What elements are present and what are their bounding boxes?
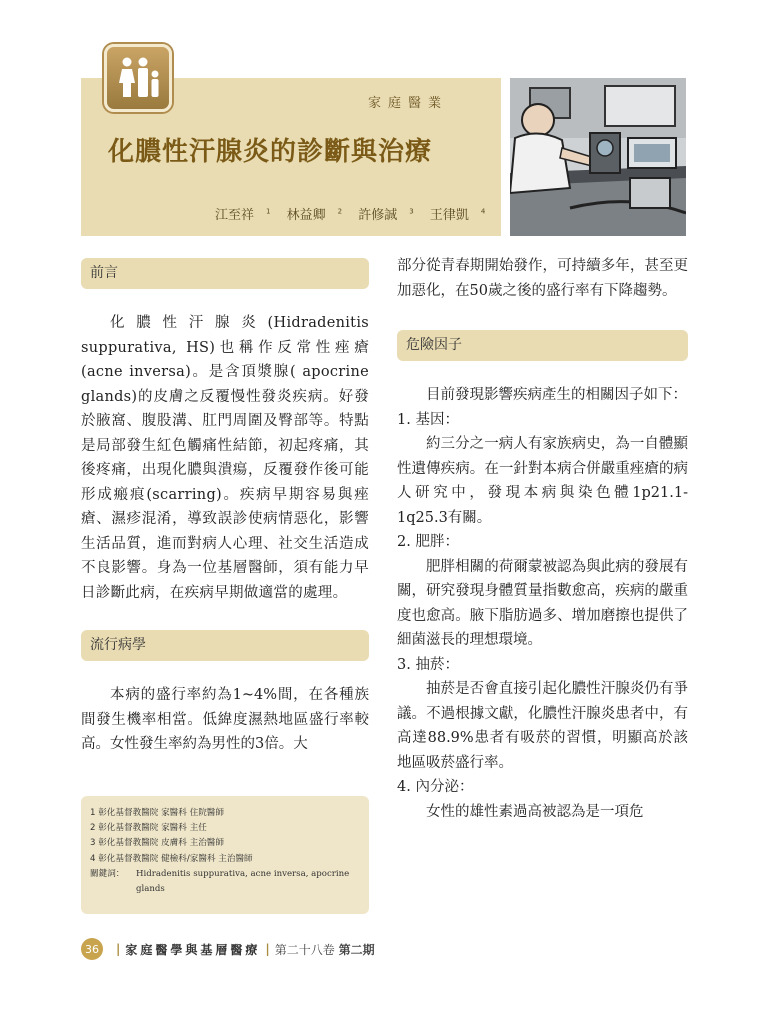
epidemiology-paragraph: 本病的盛行率約為1~4%間，在各種族間發生機率相當。低緯度濕熱地區盛行率較高。女性發生率約為男性的3倍。大 [81,687,369,752]
continued-paragraph: 部分從青春期開始發作，可持續多年，甚至更加惡化，在50歲之後的盛行率有下降趨勢。 [397,258,688,299]
risk-intro: 目前發現影響疾病產生的相關因子如下： [426,387,687,403]
section-tag: 家庭醫業 [368,96,449,111]
laboratory-illustration [510,78,686,236]
risk-item-obesity-text: 肥胖相關的荷爾蒙被認為與此病的發展有關，研究發現身體質量指數愈高，疾病的嚴重度也愈高。腋下脂肪過多、增加磨擦也提供了細菌滋長的理想環境。 [397,558,688,648]
author: 江至祥 $^1$ [215,207,271,223]
risk-item-endocrine-text: 女性的雄性素過高被認為是一項危 [426,803,644,820]
footer-divider: | [116,942,121,956]
family-logo-icon [104,44,172,112]
risk-item-smoking: 3. 抽菸： [397,656,459,673]
author: 林益卿 $^2$ [286,207,343,223]
section-heading-epidemiology: 流行病學 [81,630,369,661]
author: 許修誠 $^3$ [358,207,414,223]
section-heading-risk-factors: 危險因子 [397,330,688,361]
intro-paragraph: 化膿性汗腺炎(Hidradenitis suppurativa, HS)也稱作反常性痤瘡(acne inversa)。是含頂漿腺( apocrine glands)的皮膚之反覆慢性發炎疾病。好發於腋窩、腹股溝、肛門周圍及臀部等。特點是局部發生紅色觸痛性結節，初起疼痛，其後疼痛，出現化膿與潰瘍，反覆發作後可能形成瘢痕(scarring)。疾病早期容易與痤瘡、濕疹混淆，導致誤診使病情惡化，影響生活品質，進而對病人心理、社交生活造成不良影響。身為一位基層醫師，須有能力早日診斷此病，在疾病早期做適當的處理。 [81,315,369,601]
risk-item-endocrine: 4. 內分泌： [397,779,474,795]
affiliation-line: 4 彰化基督教醫院 健檢科/家醫科 主治醫師 [90,853,253,864]
author-affiliations-box [81,796,369,914]
page-number: 36 [81,938,103,960]
keywords-label: 關鍵詞： [90,868,125,879]
risk-item-gene-text: 約三分之一病人有家族病史，為一自體顯性遺傳疾病。在一針對本病合併嚴重痤瘡的病人研究中，發現本病與染色體1p21.1-1q25.3有關。 [397,436,688,526]
column-left [81,258,369,757]
risk-item-smoking-text: 抽菸是否會直接引起化膿性汗腺炎仍有爭議。不過根據文獻，化膿性汗腺炎患者中，有高達88.9%患者有吸菸的習慣，明顯高於該地區吸菸盛行率。 [397,681,688,771]
risk-item-obesity: 2. 肥胖： [397,534,459,550]
affiliation-line: 2 彰化基督教醫院 家醫科 主任 [90,823,207,834]
keywords-value: Hidradenitis suppurativa, acne inversa, apocrine glands [136,868,350,895]
section-heading-intro: 前言 [81,258,369,289]
volume-issue: 第二十八卷 第二期 [274,942,375,957]
affiliation-line: 1 彰化基督教醫院 家醫科 住院醫師 [90,808,224,818]
page-footer [81,938,375,960]
keywords-line [90,867,369,897]
author: 王律凱 $^4$ [429,207,486,223]
journal-name: 家庭醫學與基層醫療 [125,942,261,957]
author-list [215,204,497,223]
affiliation-line: 3 彰化基督教醫院 皮膚科 主治醫師 [90,838,224,849]
page-title: 化膿性汗腺炎的診斷與治療 [108,137,433,167]
footer-divider: | [265,942,270,956]
column-right [397,254,688,824]
risk-item-gene: 1. 基因： [397,411,459,428]
